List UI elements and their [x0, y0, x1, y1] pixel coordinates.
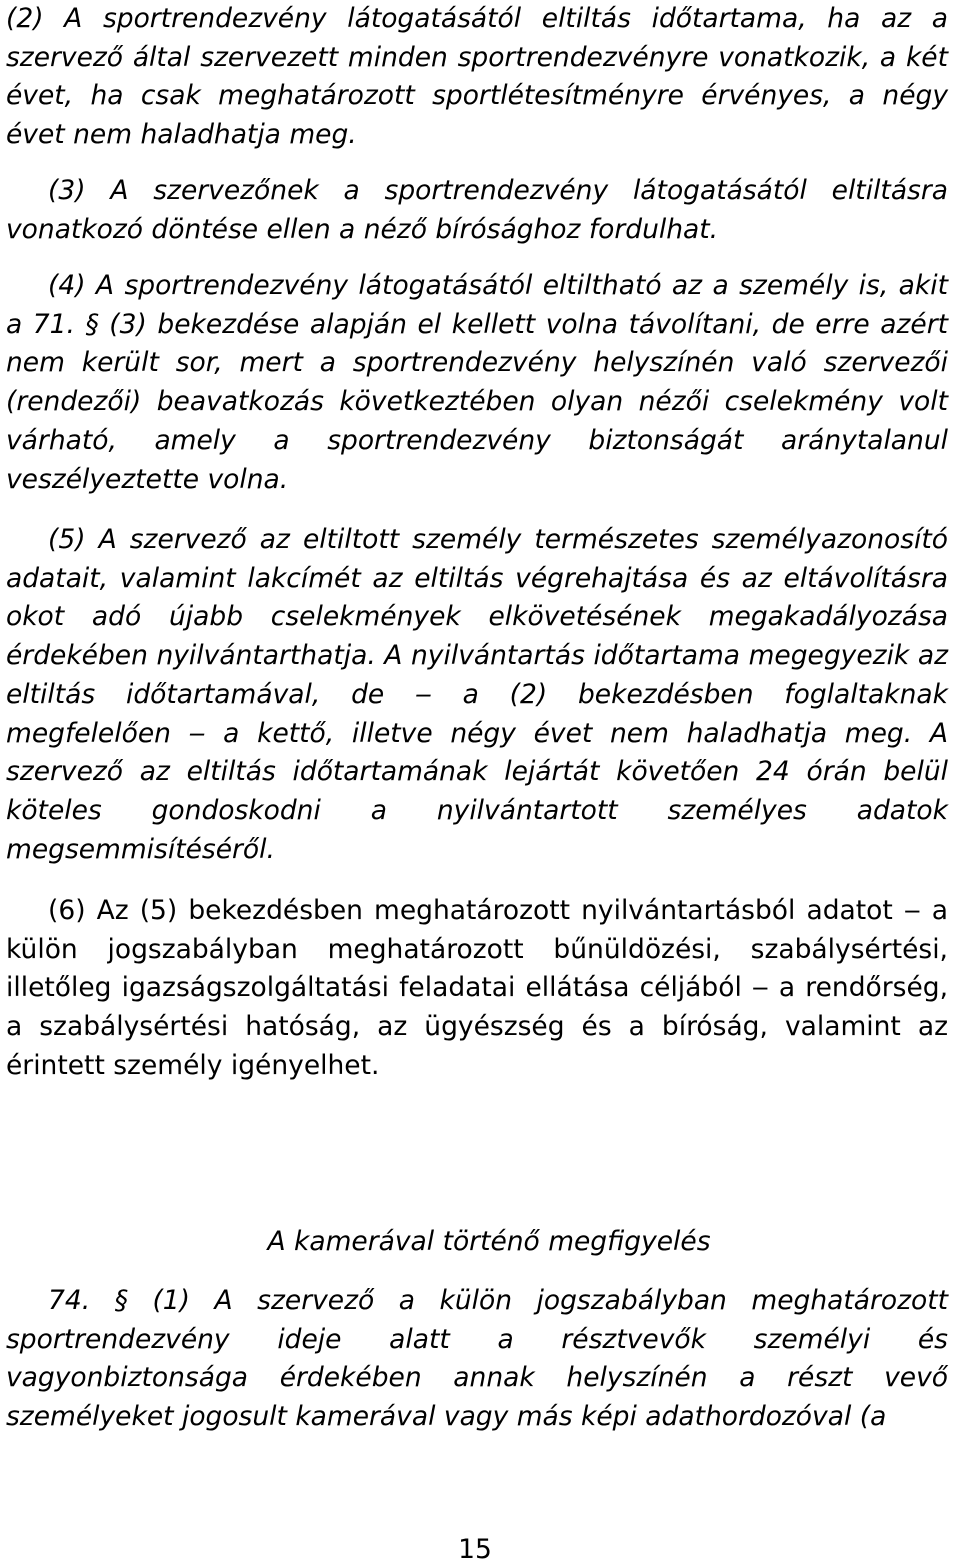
section-heading — [0, 1223, 960, 1261]
section-74-paragraph: 74. § (1) A szervező a külön jogszabályban meghatározott sportrendezvény ideje alatt a résztvevők személyi és vagyonbiztonsága érdekében annak helyszínén a részt vevő személyeket jogosult kamerával vagy más képi adathordozóval (a — [6, 1285, 948, 1433]
paragraph-2: (2) A sportrendezvény látogatásától eltiltás időtartama, ha az a szervező által szervezett minden sportrendezvényre vonatkozik, a két évet, ha csak meghatározott sportlétesítményre érvényes, a négy évet nem haladhatja meg. — [6, 3, 948, 151]
paragraph-6: (6) Az (5) bekezdésben meghatározott nyilvántartásból adatot ‒ a külön jogszabályban meghatározott bűnüldözési, szabálysértési, illetőleg igazságszolgáltatási feladatai ellátása céljából ‒ a rendőrség, a szabálysértési hatóság, az ügyészség és a bíróság, valamint az érintett személy igényelhet. — [6, 895, 948, 1081]
page-number-text: 15 — [458, 1534, 492, 1565]
paragraph-5: (5) A szervező az eltiltott személy természetes személyazonosító adatait, valamint lakcímét az eltiltás végrehajtása és az eltávolításra okot adó újabb cselekmények elkövetésének megakadályozása érdekében nyilvántarthatja. A nyilvántartás időtartama megegyezik az eltiltás időtartamával, de ‒ a (2) bekezdésben foglaltaknak megfelelően ‒ a kettő, illetve négy évet nem haladhatja meg. A szervező az eltiltás időtartamának lejártát követően 24 órán belül köteles gondoskodni a nyilvántartott személyes adatok megsemmisítéséről. — [6, 524, 948, 865]
section-heading-text: A kamerával történő megfigyelés — [267, 1226, 711, 1257]
paragraph-3: (3) A szervezőnek a sportrendezvény látogatásától eltiltásra vonatkozó döntése ellen a néző bírósághoz fordulhat. — [6, 175, 948, 245]
page-number — [0, 1533, 960, 1567]
paragraph-4: (4) A sportrendezvény látogatásától eltiltható az a személy is, akit a 71. § (3) bekezdése alapján el kellett volna távolítani, de erre azért nem került sor, mert a sportrendezvény helyszínén való szervezői (rendezői) beavatkozás következtében olyan nézői cselekmény volt várható, amely a sportrendezvény biztonságát aránytalanul veszélyeztette volna. — [6, 270, 948, 495]
